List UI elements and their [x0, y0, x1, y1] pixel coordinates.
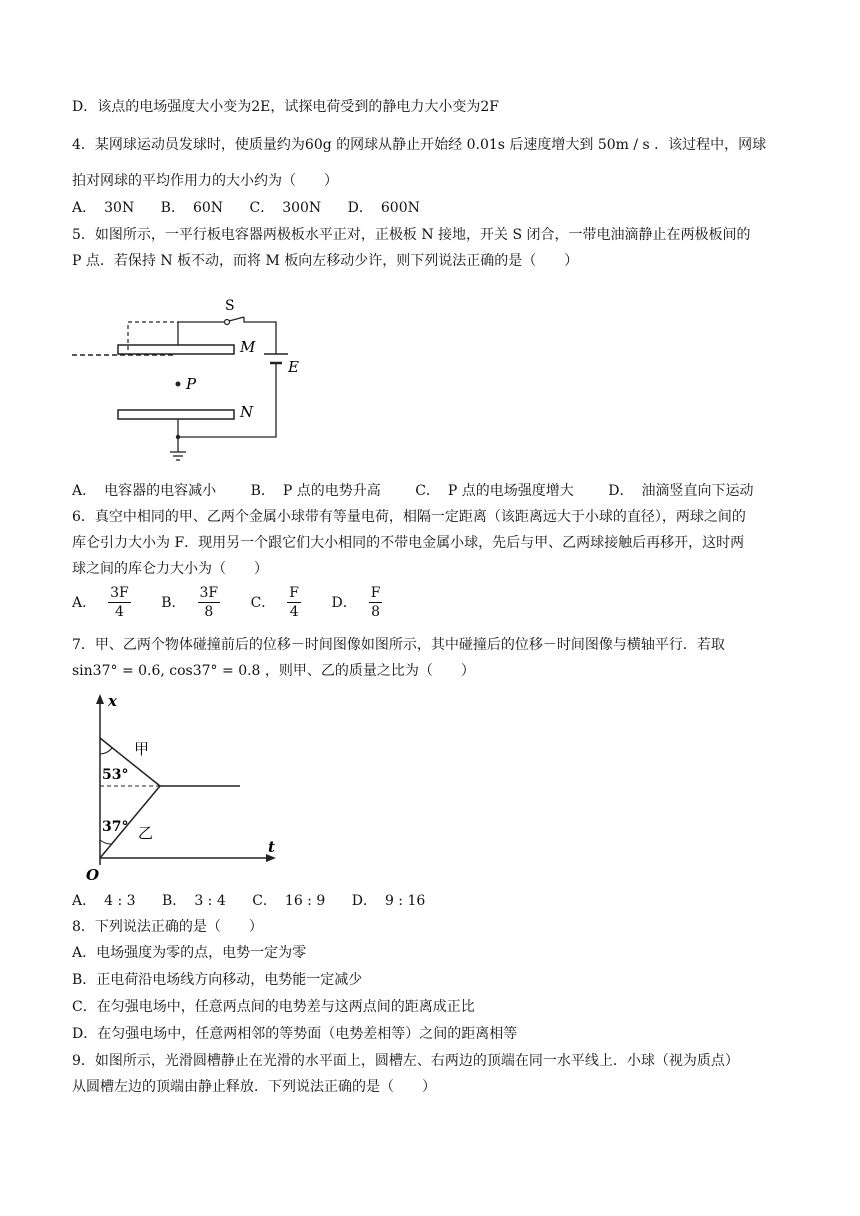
- angle-arc-53: [100, 748, 112, 754]
- origin-label: O: [86, 866, 100, 884]
- q8-option-a: A．电场强度为零的点，电势一定为零: [72, 945, 307, 961]
- q9-stem-line2: 从圆槽左边的顶端由静止释放．下列说法正确的是（ ）: [72, 1079, 436, 1095]
- jia-label: 甲: [134, 740, 150, 758]
- t-axis-label: t: [268, 838, 275, 856]
- q5-stem-line2: P 点．若保持 N 板不动，而将 M 板向左移动少许，则下列说法正确的是（ ）: [72, 253, 579, 269]
- plate-n: [118, 410, 234, 419]
- switch-lever: [229, 317, 244, 321]
- q5-option-a: A． 电容器的电容减小: [72, 483, 217, 499]
- q8-option-b: B．正电荷沿电场线方向移动，电势能一定减少: [72, 972, 363, 988]
- y-arrow-icon: [96, 694, 104, 704]
- q4-option-b: B． 60N: [160, 200, 224, 216]
- q8-stem: 8．下列说法正确的是（ ）: [72, 919, 263, 935]
- switch-contact: [225, 320, 230, 325]
- yi-label: 乙: [138, 824, 154, 842]
- q3-option-d: D．该点的电场强度大小变为2E，试探电荷受到的静电力大小变为2F: [72, 99, 499, 115]
- dashed-wire: [128, 322, 178, 350]
- battery-label: E: [288, 358, 299, 376]
- q6-stem-line1: 6．真空中相同的甲、乙两个金属小球带有等量电荷，相隔一定距离（该距离远大于小球的直径），两球之间的: [72, 509, 746, 525]
- q6-stem-line2: 库仑引力大小为 F．现用另一个跟它们大小相同的不带电金属小球，先后与甲、乙两球接触后再移开，这时两: [72, 535, 745, 551]
- q6-option-b: B． $\frac{3F}{8}$: [161, 585, 219, 620]
- q5-stem-line1: 5．如图所示，一平行板电容器两极板水平正对，正极板 N 接地，开关 S 闭合，一带电油滴静止在两极板间的: [72, 227, 751, 243]
- q5-option-b: B． P 点的电势升高: [250, 483, 381, 499]
- position-time-graph: [78, 690, 288, 885]
- q8-option-c: C．在匀强电场中，任意两点间的电势差与这两点间的距离成正比: [72, 999, 475, 1015]
- q5-option-d: D． 油滴竖直向下运动: [608, 483, 754, 499]
- q7-option-d: D． 9 : 16: [351, 893, 426, 909]
- q6-option-d: D． $\frac{F}{8}$: [331, 585, 381, 620]
- q7-option-c: C． 16 : 9: [252, 893, 326, 909]
- q7-options: [72, 891, 447, 911]
- capacitor-circuit-figure: [66, 292, 299, 467]
- q4-option-d: D． 600N: [347, 200, 420, 216]
- plate-n-label: N: [240, 403, 254, 421]
- q4-option-c: C． 300N: [249, 200, 322, 216]
- plate-m: [118, 345, 234, 354]
- q6-options: [72, 584, 408, 621]
- q4-stem-line2: 拍对网球的平均作用力的大小约为（ ）: [72, 173, 338, 189]
- angle-37-label: 37°: [102, 819, 129, 835]
- q8-option-d: D．在匀强电场中，任意两相邻的等势面（电势差相等）之间的距离相等: [72, 1026, 518, 1042]
- angle-arc-37: [100, 840, 111, 844]
- q7-option-a: A． 4 : 3: [72, 893, 136, 909]
- q7-option-b: B． 3 : 4: [162, 893, 226, 909]
- point-p-label: P: [186, 375, 197, 393]
- switch-label: S: [225, 298, 235, 314]
- q7-stem-line1: 7．甲、乙两个物体碰撞前后的位移－时间图像如图所示，其中碰撞后的位移－时间图像与横轴平行．若取: [72, 637, 725, 653]
- plate-m-label: M: [240, 338, 256, 356]
- q4-option-a: A． 30N: [72, 200, 135, 216]
- q5-option-c: C． P 点的电场强度增大: [415, 483, 574, 499]
- q6-stem-line3: 球之间的库仑力大小为（ ）: [72, 561, 268, 577]
- angle-53-label: 53°: [102, 767, 129, 783]
- q6-option-c: C． $\frac{F}{4}$: [250, 585, 300, 620]
- wire-top-left: [178, 322, 224, 345]
- q6-option-a: A． $\frac{3F}{4}$: [72, 585, 129, 620]
- y-axis-label: x: [108, 692, 117, 710]
- q5-options: [72, 481, 775, 501]
- junction-dot: [176, 435, 180, 439]
- q4-stem-line1: 4．某网球运动员发球时，使质量约为60g 的网球从静止开始经 0.01s 后速度增大到 50m / s ．该过程中，网球: [72, 137, 767, 153]
- q7-stem-line2: sin37° = 0.6, cos37° = 0.8 ，则甲、乙的质量之比为（ ）: [72, 663, 475, 679]
- q4-options: [72, 198, 442, 218]
- point-p: [176, 382, 181, 387]
- q9-stem-line1: 9．如图所示，光滑圆槽静止在光滑的水平面上，圆槽左、右两边的顶端在同一水平线上．小球（视为质点）: [72, 1053, 739, 1069]
